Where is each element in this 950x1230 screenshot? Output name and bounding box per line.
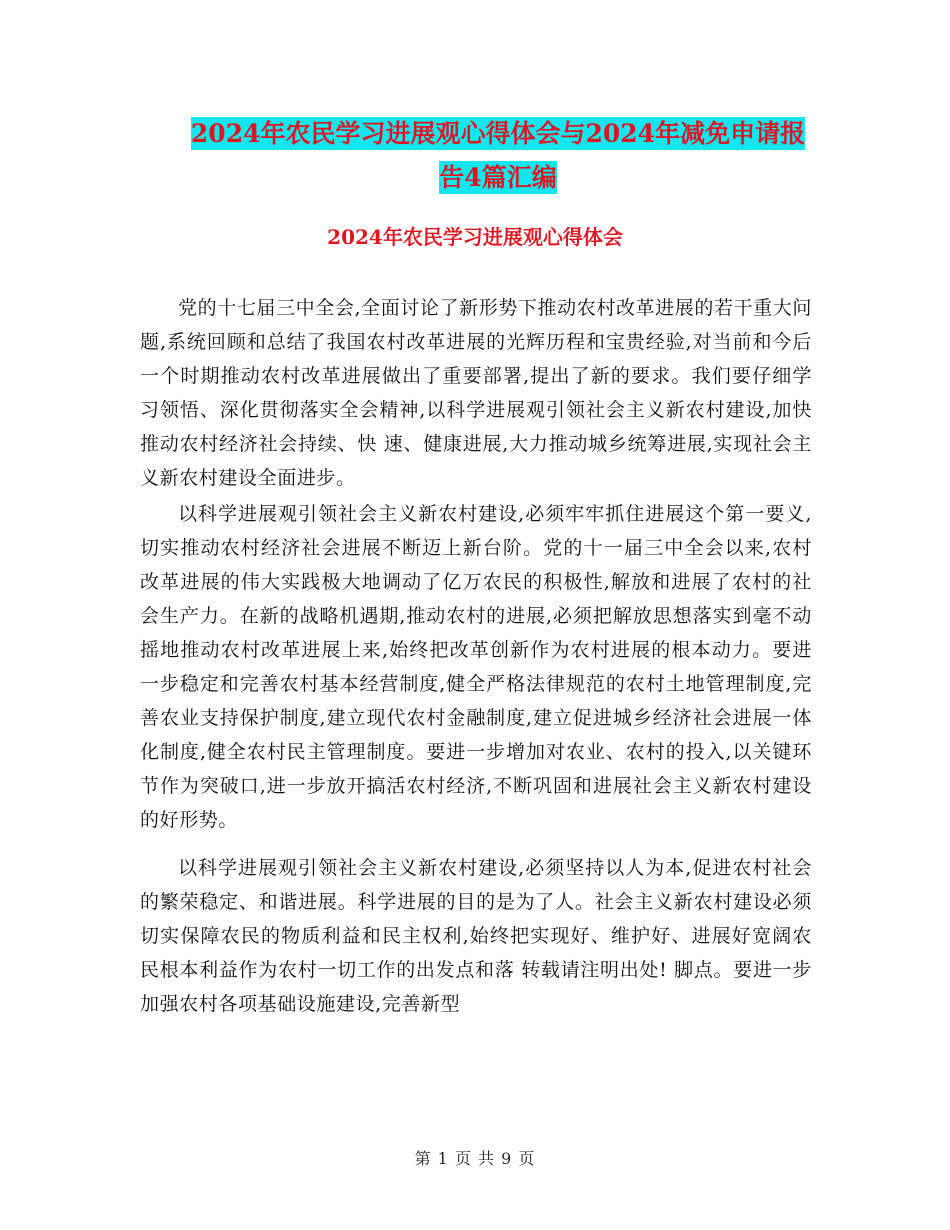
document-title [140, 112, 856, 200]
body-text [140, 291, 812, 1021]
title-line-1: 2024年农民学习进展观心得体会与2024年减免申请报 [190, 119, 806, 148]
paragraph-2: 以科学进展观引领社会主义新农村建设,必须牢牢抓住进展这个第一要义,切实推动农村经济社会进展不断迈上新台阶。党的十一届三中全会以来,农村改革进展的伟大实践极大地调动了亿万农民的积极性,解放和进展了农村的社会生产力。在新的战略机遇期,推动农村的进展,必须把解放思想落实到毫不动摇地推动农村改革进展上来,始终把改革创新作为农村进展的根本动力。要进一步稳定和完善农村基本经营制度,健全严格法律规范的农村土地管理制度,完善农业支持保护制度,建立现代农村金融制度,建立促进城乡经济社会进展一体化制度,健全农村民主管理制度。要进一步增加对农业、农村的投入,以关键环节作为突破口,进一步放开搞活农村经济,不断巩固和进展社会主义新农村建设的好形势。 [140, 503, 812, 831]
page-footer: 第 1 页 共 9 页 [414, 1149, 536, 1168]
section-title: 2024年农民学习进展观心得体会 [327, 225, 623, 249]
title-line-2: 告4篇汇编 [439, 163, 557, 192]
paragraph-1: 党的十七届三中全会,全面讨论了新形势下推动农村改革进展的若干重大问题,系统回顾和总结了我国农村改革进展的光辉历程和宝贵经验,对当前和今后一个时期推动农村改革进展做出了重要部署,提出了新的要求。我们要仔细学习领悟、深化贯彻落实全会精神,以科学进展观引领社会主义新农村建设,加快推动农村经济社会持续、快 速、健康进展,大力推动城乡统筹进展,实现社会主义新农村建设全面进步。 [140, 297, 812, 489]
paragraph-3: 以科学进展观引领社会主义新农村建设,必须坚持以人为本,促进农村社会的繁荣稳定、和谐进展。科学进展的目的是为了人。社会主义新农村建设必须切实保障农民的物质利益和民主权利,始终把实现好、维护好、进展好宽阔农民根本利益作为农村一切工作的出发点和落 转载请注明出处! 脚点。要进一步加强农村各项基础设施建设,完善新型 [140, 857, 812, 1015]
